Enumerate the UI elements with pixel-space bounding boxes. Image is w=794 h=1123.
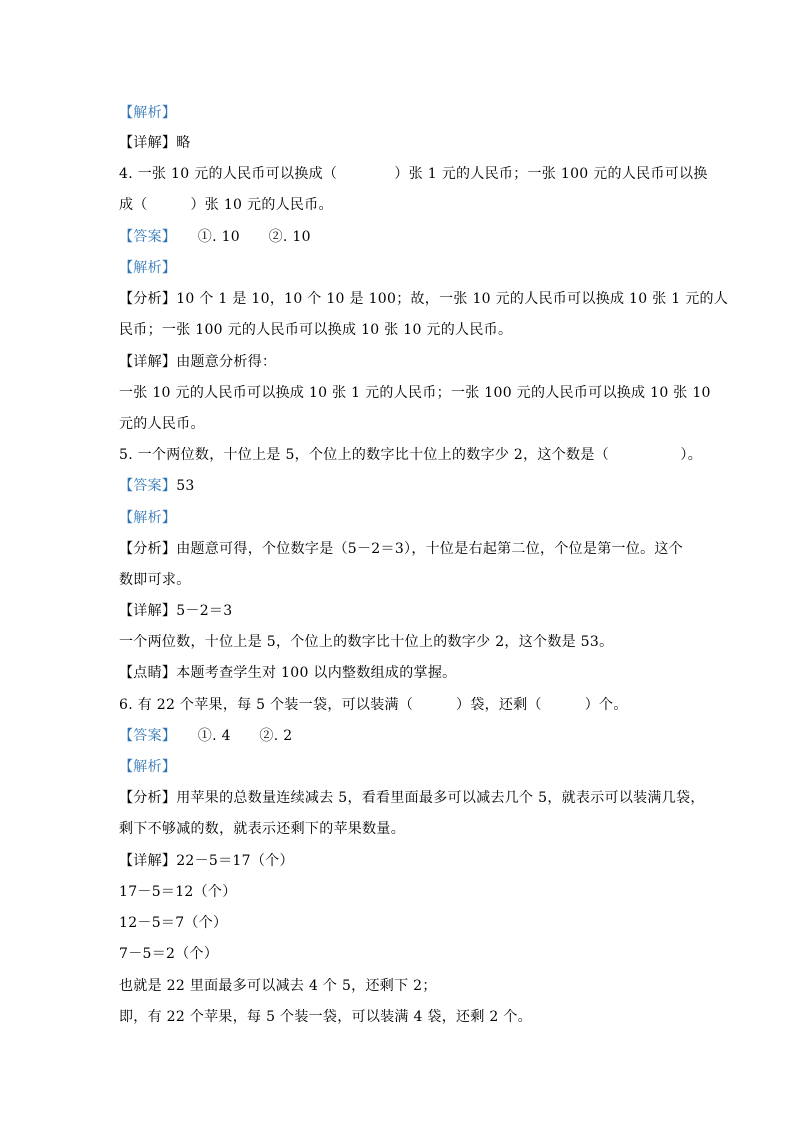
section-tag: 【详解】 bbox=[119, 354, 177, 370]
line-text: 5－2＝3 bbox=[176, 603, 233, 619]
line-text: 10 个 1 是 10，10 个 10 是 100；故，一张 10 元的人民币可以换成 10 张 1 元的人 bbox=[176, 291, 729, 307]
line-text: 由题意可得，个位数字是（5－2＝3），十位是右起第二位，个位是第一位。这个 bbox=[176, 541, 684, 557]
section-tag: 【分析】 bbox=[119, 291, 177, 307]
answer-line bbox=[119, 726, 699, 746]
question-4-line bbox=[119, 164, 708, 184]
line-text: 4. 一张 10 元的人民币可以换成（ ）张 1 元的人民币；一张 100 元的人民币可以换 bbox=[119, 166, 708, 182]
line bbox=[119, 133, 699, 153]
section-tag: 【详解】 bbox=[119, 135, 177, 151]
line-text: 本题考查学生对 100 以内整数组成的掌握。 bbox=[176, 665, 457, 681]
line bbox=[119, 570, 699, 590]
line-text: 即，有 22 个苹果，每 5 个装一袋，可以装满 4 袋，还剩 2 个。 bbox=[119, 1009, 532, 1025]
line bbox=[119, 663, 699, 683]
line bbox=[119, 601, 699, 621]
line bbox=[119, 757, 699, 777]
section-tag: 【分析】 bbox=[119, 790, 177, 806]
section-tag: 【解析】 bbox=[119, 510, 177, 526]
line-text: 略 bbox=[176, 135, 191, 151]
section-tag: 【详解】 bbox=[119, 853, 177, 869]
section-tag: 【解析】 bbox=[119, 105, 177, 121]
line-text: 元的人民币。 bbox=[119, 416, 205, 432]
line-text: ①. 10 ②. 10 bbox=[169, 229, 311, 245]
line bbox=[119, 383, 711, 403]
line-text: 6. 有 22 个苹果，每 5 个装一袋，可以装满（ ）袋，还剩（ ）个。 bbox=[119, 697, 628, 713]
answer-line bbox=[119, 227, 699, 247]
line-text: 12－5＝7（个） bbox=[119, 915, 228, 931]
line-text: ①. 4 ②. 2 bbox=[169, 728, 293, 744]
line bbox=[119, 788, 705, 808]
line bbox=[119, 539, 699, 559]
line-text: 一个两位数，十位上是 5，个位上的数字比十位上的数字少 2，这个数是 53。 bbox=[119, 634, 614, 650]
line bbox=[119, 944, 699, 964]
line-text: 用苹果的总数量连续减去 5，看看里面最多可以减去几个 5，就表示可以装满几袋， bbox=[176, 790, 705, 806]
line-text: 数即可求。 bbox=[119, 572, 191, 588]
line-text: 一张 10 元的人民币可以换成 10 张 1 元的人民币；一张 100 元的人民币可以换成 10 张 10 bbox=[119, 385, 711, 401]
section-tag: 【解析】 bbox=[119, 759, 177, 775]
line bbox=[119, 913, 699, 933]
section-tag: 【答案】 bbox=[119, 478, 177, 494]
line-text: 53 bbox=[176, 478, 195, 494]
line bbox=[119, 289, 729, 309]
line bbox=[119, 352, 699, 372]
line bbox=[119, 851, 699, 871]
line-text: 剩下不够减的数，就表示还剩下的苹果数量。 bbox=[119, 821, 405, 837]
section-tag: 【答案】 bbox=[119, 728, 170, 744]
section-tag: 【详解】 bbox=[119, 603, 177, 619]
section-tag: 【点睛】 bbox=[119, 665, 177, 681]
line bbox=[119, 414, 699, 434]
line-text: 成（ ）张 10 元的人民币。 bbox=[119, 197, 333, 213]
line bbox=[119, 508, 699, 528]
line bbox=[119, 258, 699, 278]
line bbox=[119, 882, 699, 902]
section-tag: 【分析】 bbox=[119, 541, 177, 557]
line bbox=[119, 1007, 699, 1027]
question-6-line bbox=[119, 695, 699, 715]
line-text: 5. 一个两位数，十位上是 5，个位上的数字比十位上的数字少 2，这个数是（ ）。 bbox=[119, 447, 703, 463]
line-text: 17－5＝12（个） bbox=[119, 884, 237, 900]
line-text: 民币；一张 100 元的人民币可以换成 10 张 10 元的人民币。 bbox=[119, 322, 513, 338]
question-5-line bbox=[119, 445, 703, 465]
line bbox=[119, 320, 699, 340]
section-tag: 【解析】 bbox=[119, 260, 177, 276]
line bbox=[119, 103, 699, 123]
line bbox=[119, 632, 699, 652]
line-text: 由题意分析得： bbox=[176, 354, 277, 370]
line-text: 也就是 22 里面最多可以减去 4 个 5，还剩下 2； bbox=[119, 978, 437, 994]
line-text: 7－5＝2（个） bbox=[119, 946, 219, 962]
answer-line bbox=[119, 476, 699, 496]
line bbox=[119, 819, 699, 839]
line bbox=[119, 976, 699, 996]
line-text: 22－5＝17（个） bbox=[176, 853, 294, 869]
section-tag: 【答案】 bbox=[119, 229, 170, 245]
line bbox=[119, 195, 699, 215]
